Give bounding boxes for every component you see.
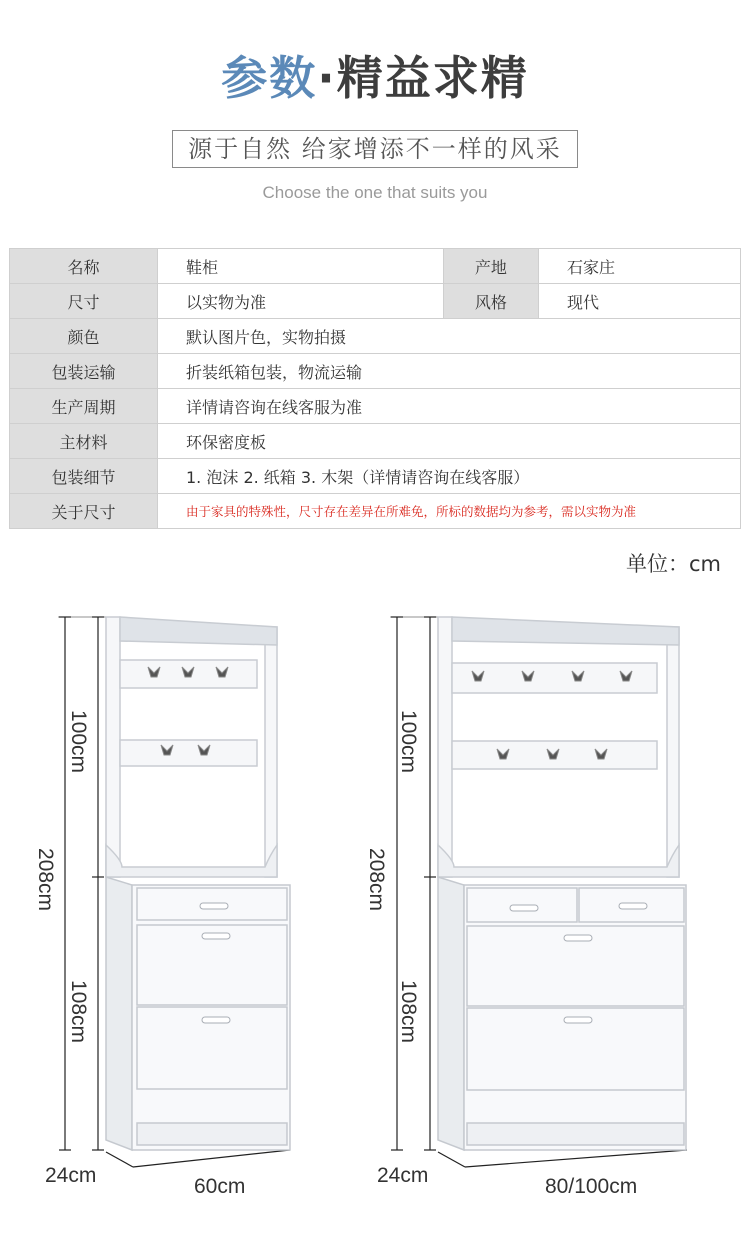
table-row xyxy=(10,424,741,459)
subtitle: Choose the one that suits you xyxy=(262,183,488,202)
spec-label: 尺寸 xyxy=(10,284,158,319)
spec-value: 1. 泡沫 2. 纸箱 3. 木架（详情请咨询在线客服） xyxy=(158,459,741,494)
table-row xyxy=(10,319,741,354)
spec-label: 名称 xyxy=(10,249,158,284)
spec-label: 产地 xyxy=(443,249,538,284)
spec-label: 包装运输 xyxy=(10,354,158,389)
left-cabinet-drawing xyxy=(40,605,340,1185)
unit-label: 单位：cm xyxy=(626,552,722,576)
spec-value: 默认图片色，实物拍摄 xyxy=(158,319,741,354)
spec-value: 以实物为准 xyxy=(158,284,444,319)
slogan-box: 源于自然 给家增添不一样的风采 xyxy=(172,130,578,168)
right-cabinet-drawing xyxy=(372,605,702,1185)
spec-label: 包装细节 xyxy=(10,459,158,494)
left-depth: 24cm xyxy=(45,1164,97,1187)
title-main: 精益求精 xyxy=(336,51,529,105)
spec-table xyxy=(9,248,741,529)
spec-label: 颜色 xyxy=(10,319,158,354)
page-title xyxy=(0,42,750,108)
left-bottom-height: 108cm xyxy=(67,980,90,1044)
table-row xyxy=(10,459,741,494)
right-top-height: 100cm xyxy=(397,710,420,774)
table-row xyxy=(10,389,741,424)
spec-label: 风格 xyxy=(443,284,538,319)
title-highlight: 参数 xyxy=(221,51,318,105)
spec-label: 关于尺寸 xyxy=(10,494,158,529)
table-row xyxy=(10,494,741,529)
right-width: 80/100cm xyxy=(545,1175,638,1198)
right-bottom-height: 108cm xyxy=(397,980,420,1044)
right-total-height: 208cm xyxy=(365,848,388,912)
spec-value: 石家庄 xyxy=(538,249,740,284)
left-total-height: 208cm xyxy=(34,848,57,912)
spec-value: 详情请咨询在线客服为准 xyxy=(158,389,741,424)
spec-label: 主材料 xyxy=(10,424,158,459)
spec-value: 环保密度板 xyxy=(158,424,741,459)
spec-value: 现代 xyxy=(538,284,740,319)
spec-label: 生产周期 xyxy=(10,389,158,424)
right-depth: 24cm xyxy=(377,1164,429,1187)
table-row xyxy=(10,354,741,389)
title-dot: · xyxy=(317,51,337,105)
table-row xyxy=(10,284,741,319)
spec-value: 鞋柜 xyxy=(158,249,444,284)
table-row xyxy=(10,249,741,284)
left-top-height: 100cm xyxy=(67,710,90,774)
spec-value: 折装纸箱包装，物流运输 xyxy=(158,354,741,389)
left-width: 60cm xyxy=(194,1175,246,1198)
spec-note: 由于家具的特殊性，尺寸存在差异在所难免，所标的数据均为参考，需以实物为准 xyxy=(158,494,741,529)
